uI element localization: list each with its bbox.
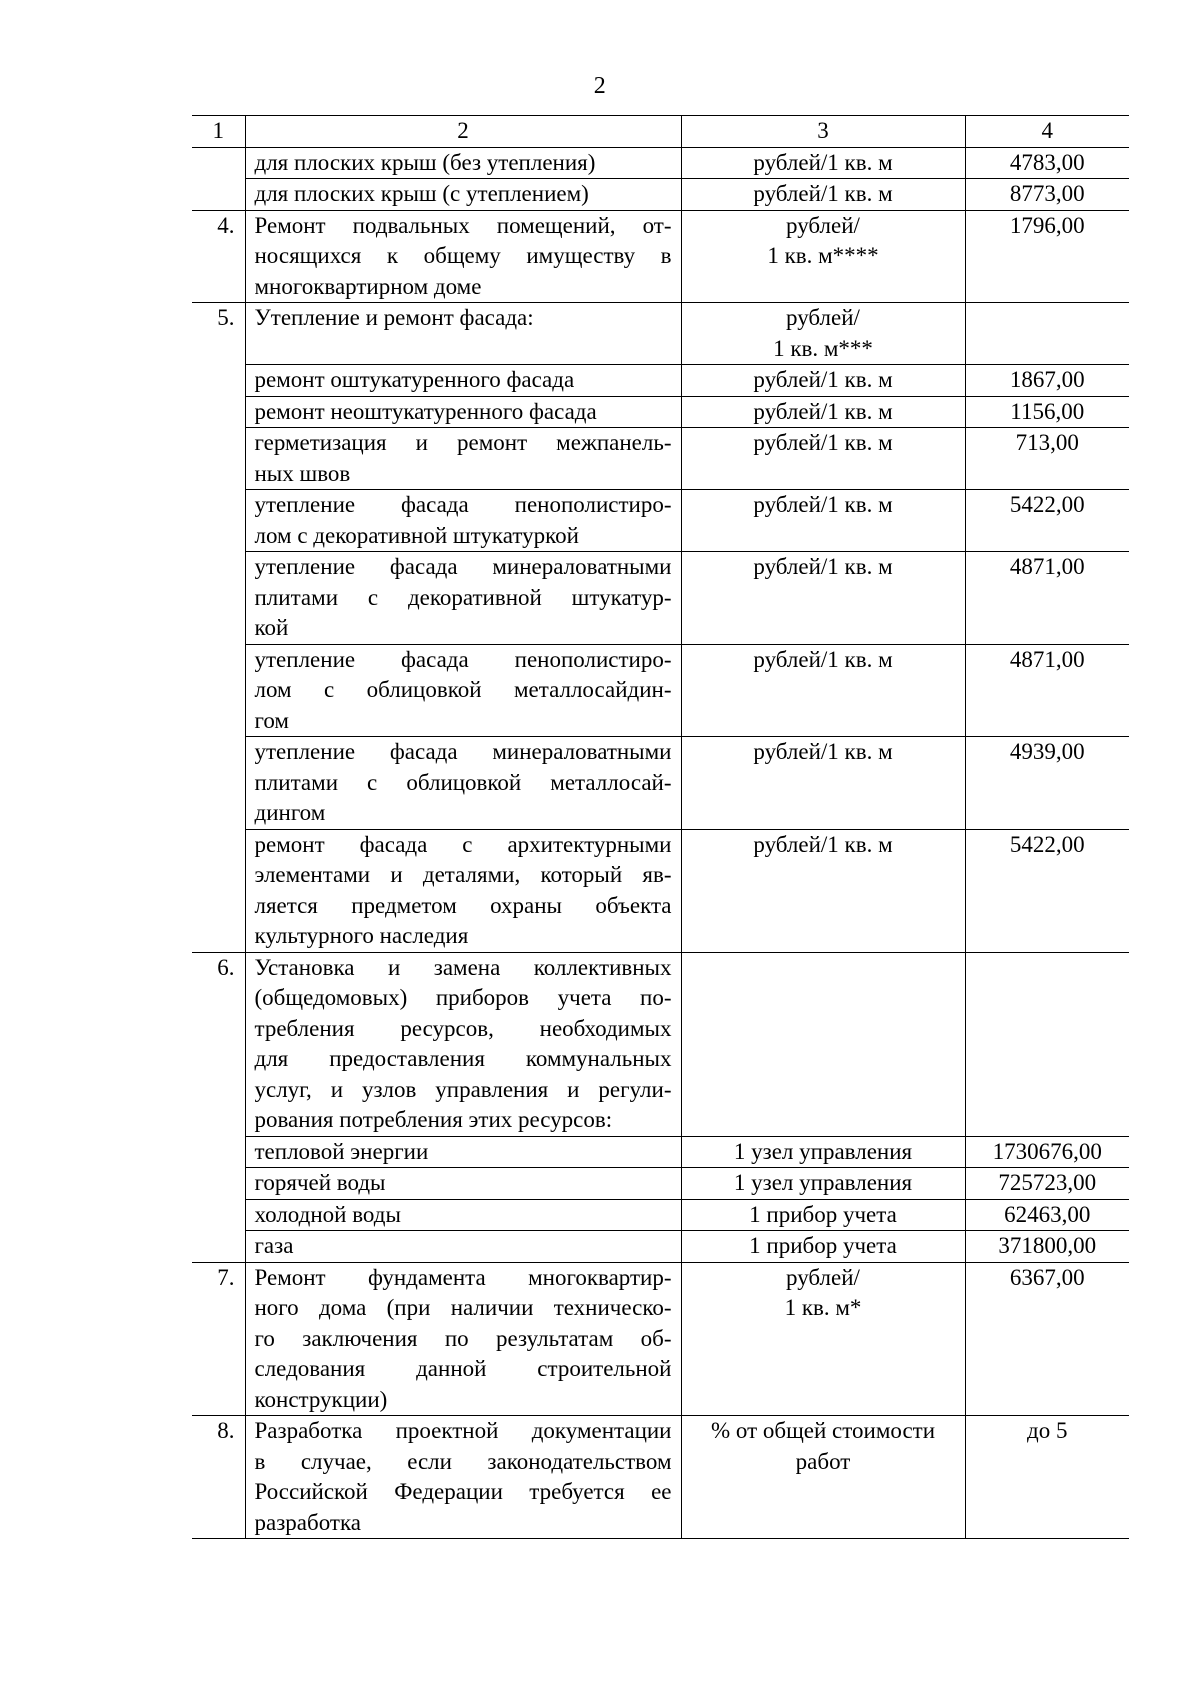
row-value: [965, 303, 1129, 365]
row-unit: рублей/1 кв. м: [681, 829, 965, 952]
table-row: [192, 1199, 1129, 1231]
row-value: 4871,00: [965, 644, 1129, 737]
row-unit: рублей/1 кв. м: [681, 552, 965, 645]
row-unit: рублей/1 кв. м: [681, 490, 965, 552]
row-number: 4.: [192, 210, 245, 303]
row-value: до 5: [965, 1416, 1129, 1539]
table-row: [192, 644, 1129, 737]
row-unit: 1 узел управления: [681, 1136, 965, 1168]
row-name: ремонт неоштукатуренного фасада: [245, 396, 681, 428]
table-row: [192, 1168, 1129, 1200]
row-unit: рублей/ 1 кв. м*: [681, 1262, 965, 1416]
table-row: [192, 490, 1129, 552]
row-value: 713,00: [965, 428, 1129, 490]
row-number: 6.: [192, 952, 245, 1136]
row-name: герметизация и ремонт межпанель- ных швов: [245, 428, 681, 490]
table-row: [192, 1416, 1129, 1539]
row-name: горячей воды: [245, 1168, 681, 1200]
table-row: [192, 428, 1129, 490]
row-unit: рублей/1 кв. м: [681, 147, 965, 179]
table-row: [192, 1262, 1129, 1416]
row-number: 5.: [192, 303, 245, 365]
row-value: 8773,00: [965, 179, 1129, 211]
row-value: 62463,00: [965, 1199, 1129, 1231]
row-value: 371800,00: [965, 1231, 1129, 1263]
row-name: Ремонт подвальных помещений, от- носящихся к общему имуществу в многоквартирном доме: [245, 210, 681, 303]
header-cell: 4: [965, 116, 1129, 148]
row-name: утепление фасада минераловатными плитами с облицовкой металлосай- дингом: [245, 737, 681, 830]
row-unit: рублей/ 1 кв. м****: [681, 210, 965, 303]
header-cell: 2: [245, 116, 681, 148]
row-name: для плоских крыш (без утепления): [245, 147, 681, 179]
row-name: газа: [245, 1231, 681, 1263]
row-unit: рублей/1 кв. м: [681, 428, 965, 490]
table-row: [192, 552, 1129, 645]
row-unit: рублей/1 кв. м: [681, 644, 965, 737]
row-value: 725723,00: [965, 1168, 1129, 1200]
row-unit: 1 узел управления: [681, 1168, 965, 1200]
table-row: [192, 210, 1129, 303]
row-name: Установка и замена коллективных (общедомовых) приборов учета по- требления ресурсов, необходимых для предоставления коммунальных услуг, и узлов управления и регули- рования потребления этих ресурсов:: [245, 952, 681, 1136]
row-name: ремонт фасада с архитектурными элементами и деталями, который яв- ляется предметом охраны объекта культурного наследия: [245, 829, 681, 952]
header-cell: 3: [681, 116, 965, 148]
row-name: тепловой энергии: [245, 1136, 681, 1168]
table-row: [192, 737, 1129, 830]
table-row: [192, 396, 1129, 428]
row-value: 4783,00: [1009, 149, 1085, 175]
table-row: [192, 365, 1129, 397]
row-value: 1730676,00: [965, 1136, 1129, 1168]
page-number: 2: [593, 73, 607, 99]
table-row: [192, 1231, 1129, 1263]
table-row: [192, 1136, 1129, 1168]
row-value: 1796,00: [965, 210, 1129, 303]
table-row: [192, 179, 1129, 211]
row-unit: 1 прибор учета: [681, 1231, 965, 1263]
row-number: 7.: [192, 1262, 245, 1416]
row-name: утепление фасада минераловатными плитами с декоративной штукатур- кой: [245, 552, 681, 645]
row-value: 5422,00: [965, 490, 1129, 552]
table-header-row: [192, 116, 1129, 148]
row-value: 6367,00: [965, 1262, 1129, 1416]
row-unit: рублей/1 кв. м: [681, 179, 965, 211]
row-unit: рублей/1 кв. м: [681, 365, 965, 397]
row-name: холодной воды: [245, 1199, 681, 1231]
cost-table: [192, 115, 1129, 1539]
table-row: [192, 952, 1129, 1136]
row-name: утепление фасада пенополистиро- лом с декоративной штукатуркой: [245, 490, 681, 552]
row-unit: рублей/ 1 кв. м***: [681, 303, 965, 365]
row-number: 8.: [192, 1416, 245, 1539]
row-value: 1867,00: [965, 365, 1129, 397]
table-row: [192, 829, 1129, 952]
row-name: ремонт оштукатуренного фасада: [245, 365, 681, 397]
table-row: [192, 303, 1129, 365]
row-name: Утепление и ремонт фасада:: [245, 303, 681, 365]
row-value: 4939,00: [965, 737, 1129, 830]
row-name: утепление фасада пенополистиро- лом с облицовкой металлосайдин- гом: [245, 644, 681, 737]
row-value: 4871,00: [965, 552, 1129, 645]
row-value: [965, 952, 1129, 1136]
row-unit: [681, 952, 965, 1136]
row-value: 1156,00: [965, 396, 1129, 428]
row-name: для плоских крыш (с утеплением): [245, 179, 681, 211]
table-row: [192, 147, 1129, 179]
row-unit: % от общей стоимости работ: [681, 1416, 965, 1539]
row-name: Разработка проектной документации в случае, если законодательством Российской Федерации требуется ее разработка: [245, 1416, 681, 1539]
row-unit: рублей/1 кв. м: [681, 737, 965, 830]
header-cell: 1: [192, 116, 245, 148]
row-unit: рублей/1 кв. м: [681, 396, 965, 428]
row-value: 5422,00: [965, 829, 1129, 952]
row-name: Ремонт фундамента многоквартир- ного дома (при наличии техническо- го заключения по результатам об- следования данной строительной конструкции): [245, 1262, 681, 1416]
row-unit: 1 прибор учета: [681, 1199, 965, 1231]
